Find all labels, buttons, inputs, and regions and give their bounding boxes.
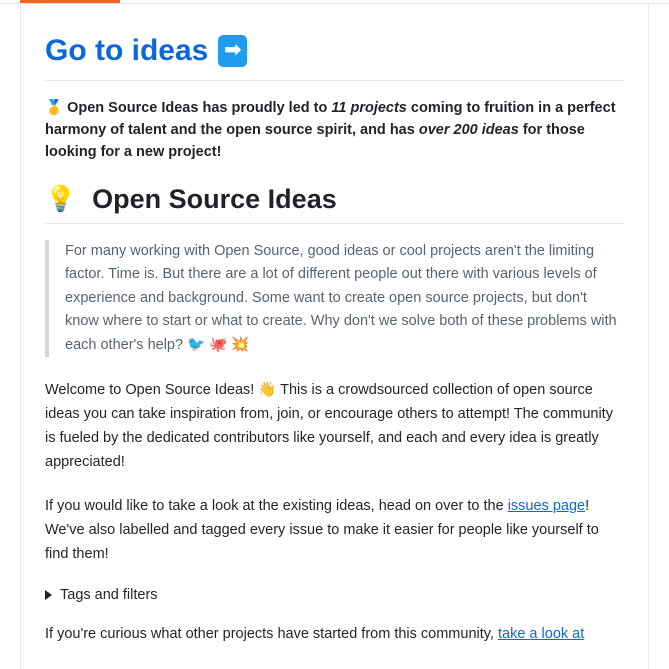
section-heading-text: Open Source Ideas: [92, 183, 337, 214]
chevron-right-icon: [45, 590, 52, 600]
top-divider: [0, 3, 669, 4]
title-divider: [45, 80, 624, 81]
section-divider: [45, 223, 624, 224]
lead-part-3: for those looking for a new project!: [45, 121, 585, 161]
lead-emphasis-ideas: over 200 ideas: [418, 121, 519, 138]
lead-part-1: Open Source Ideas has proudly led to: [63, 99, 332, 116]
issues-page-link[interactable]: issues page: [507, 498, 586, 515]
existing-text-post: ! We've also labelled and tagged every issue to make it easier for people like yourself to find them!: [45, 498, 599, 562]
lead-emphasis-projects: 11 projects: [331, 99, 407, 116]
tags-and-filters-label: Tags and filters: [60, 586, 158, 603]
arrow-right-icon[interactable]: ➡: [218, 35, 247, 67]
existing-ideas-paragraph: [45, 495, 624, 567]
existing-text-pre: If you would like to take a look at the existing ideas, head on over to the: [45, 498, 508, 515]
readme-content: [20, 4, 649, 669]
page-wrapper: [0, 4, 669, 669]
curious-paragraph: [45, 623, 624, 647]
lead-paragraph: [45, 97, 624, 164]
tags-and-filters-disclosure[interactable]: [45, 587, 624, 603]
curious-text-pre: If you're curious what other projects have started from this community,: [45, 625, 498, 642]
tags-and-filters-summary[interactable]: [45, 587, 624, 603]
medal-icon: 🥇: [45, 99, 64, 116]
lightbulb-icon: 💡: [45, 184, 77, 213]
intro-quote: For many working with Open Source, good ideas or cool projects aren't the limiting factor. Time is. But there are a lot of different people out there with various levels of experience and background. Some want to create open source projects, but don't know where to start or what to create. Why don't we solve both of these problems with each other's help? 🐦 🐙 💥: [45, 240, 624, 357]
top-progress-bar: [0, 0, 669, 4]
lead-part-2: coming to fruition in a perfect harmony of talent and the open source spirit, and has: [45, 99, 616, 138]
page-title: [45, 32, 624, 70]
welcome-paragraph: Welcome to Open Source Ideas! 👋 This is a crowdsourced collection of open source ideas you can take inspiration from, join, or encourage others to attempt! The community is fueled by the dedicated contributors like yourself, and each and every idea is greatly appreciated!: [45, 382, 613, 471]
section-heading: [45, 184, 624, 215]
page-title-text: Go to ideas: [45, 34, 209, 67]
take-a-look-link[interactable]: take a look at: [498, 625, 585, 642]
